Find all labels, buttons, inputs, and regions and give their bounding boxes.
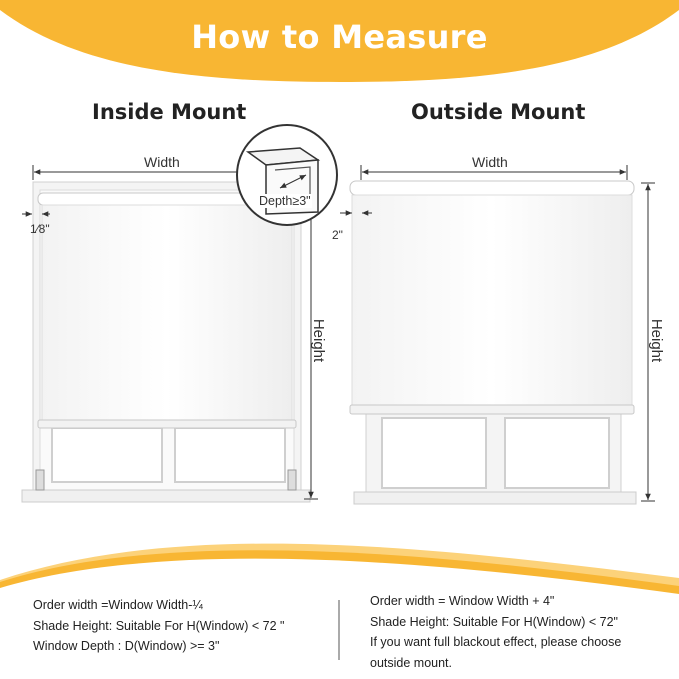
outside-mount-notes <box>370 591 621 673</box>
outside-height-label: Height <box>648 318 666 363</box>
depth-label: Depth≥3" <box>259 194 311 208</box>
inside-note-2: Shade Height: Suitable For H(Window) < 72 " <box>33 618 285 633</box>
inside-mount-notes <box>33 595 284 657</box>
outside-note-4: outside mount. <box>370 655 452 670</box>
inside-note-3: Window Depth : D(Window) >= 3" <box>33 639 220 653</box>
page-title: How to Measure <box>191 18 488 56</box>
depth-callout <box>237 125 337 225</box>
outside-note-1: Order width = Window Width + 4" <box>370 594 555 608</box>
outside-note-2: Shade Height: Suitable For H(Window) < 72" <box>370 614 618 629</box>
inside-note-1: Order width =Window Width-¼ <box>33 598 203 612</box>
inside-width-label: Width <box>144 154 180 170</box>
inside-gap-label: 1⁄8" <box>30 222 50 236</box>
inside-height-label: Height <box>310 318 328 363</box>
outside-mount-illustration <box>350 181 636 504</box>
inside-mount-illustration <box>22 182 310 502</box>
inside-mount-title: Inside Mount <box>92 100 247 124</box>
outside-mount-title: Outside Mount <box>411 100 586 124</box>
outside-note-3: If you want full blackout effect, please choose <box>370 635 622 649</box>
outside-overlap-label: 2" <box>332 228 343 242</box>
outside-width-label: Width <box>472 154 508 170</box>
